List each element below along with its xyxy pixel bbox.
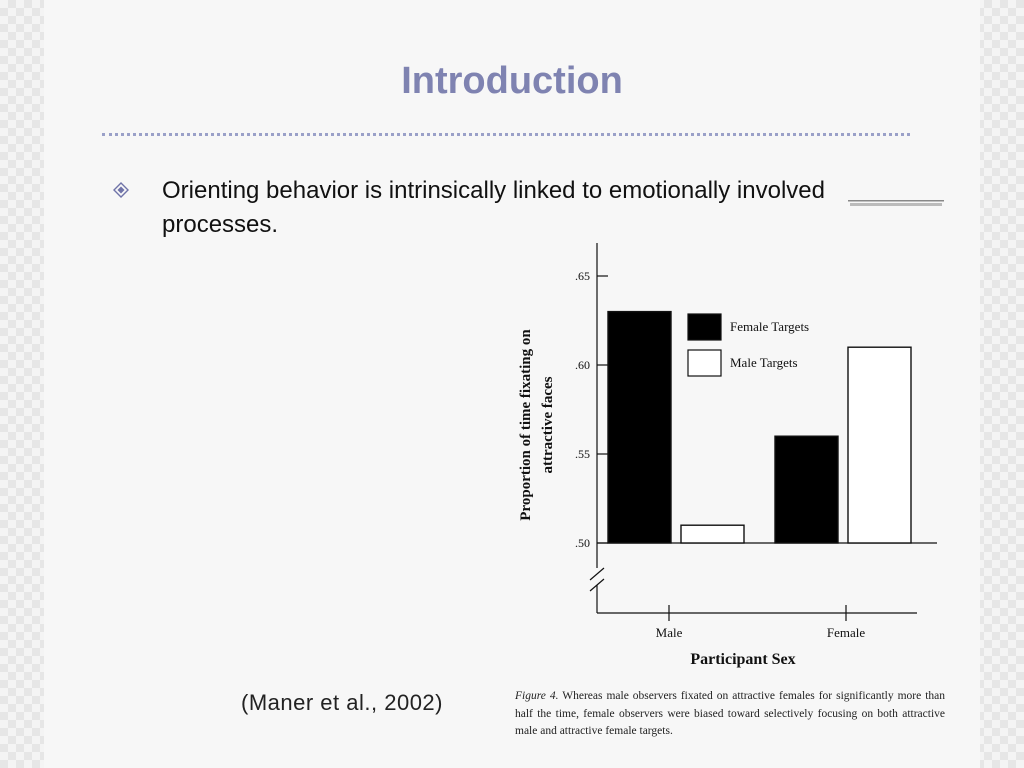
figure-caption-text: Whereas male observers fixated on attractive females for significantly more than half the time, female observers were biased toward selectively focusing on both attractive male and attractive female targets.: [515, 690, 945, 737]
diamond-bullet-icon: [113, 182, 129, 198]
y-tick-label: .50: [575, 536, 590, 550]
legend-label: Female Targets: [730, 319, 810, 334]
x-axis-label: Participant Sex: [690, 651, 796, 668]
y-tick-label: .60: [575, 358, 590, 372]
legend-label: Male Targets: [730, 355, 798, 370]
y-tick-label: .65: [575, 269, 590, 283]
bar-chart: [500, 235, 950, 685]
x-tick-label: Male: [655, 625, 683, 640]
y-tick-label: .55: [575, 447, 590, 461]
citation: (Maner et al., 2002): [241, 690, 443, 715]
bar-female-male-targets: [848, 347, 911, 543]
figure: [500, 235, 950, 745]
legend-swatch: [688, 314, 721, 340]
slide-title: Introduction: [401, 60, 623, 102]
bar-male-female-targets: [608, 312, 671, 543]
x-tick-label: Female: [826, 625, 866, 640]
axis-break-mark-1: [590, 568, 604, 580]
title-divider: [102, 133, 910, 136]
scan-artifact: [848, 200, 944, 208]
figure-caption: [515, 688, 945, 741]
y-axis-label-line-1: Proportion of time fixating on: [518, 329, 534, 521]
bullet-text: Orienting behavior is intrinsically linked to emotionally involved processes.: [162, 177, 825, 238]
bar-female-female-targets: [775, 436, 838, 543]
legend-swatch: [688, 350, 721, 376]
figure-caption-label: Figure 4.: [515, 690, 559, 702]
bar-male-male-targets: [681, 525, 744, 543]
y-axis-label-line-2: attractive faces: [540, 376, 556, 474]
